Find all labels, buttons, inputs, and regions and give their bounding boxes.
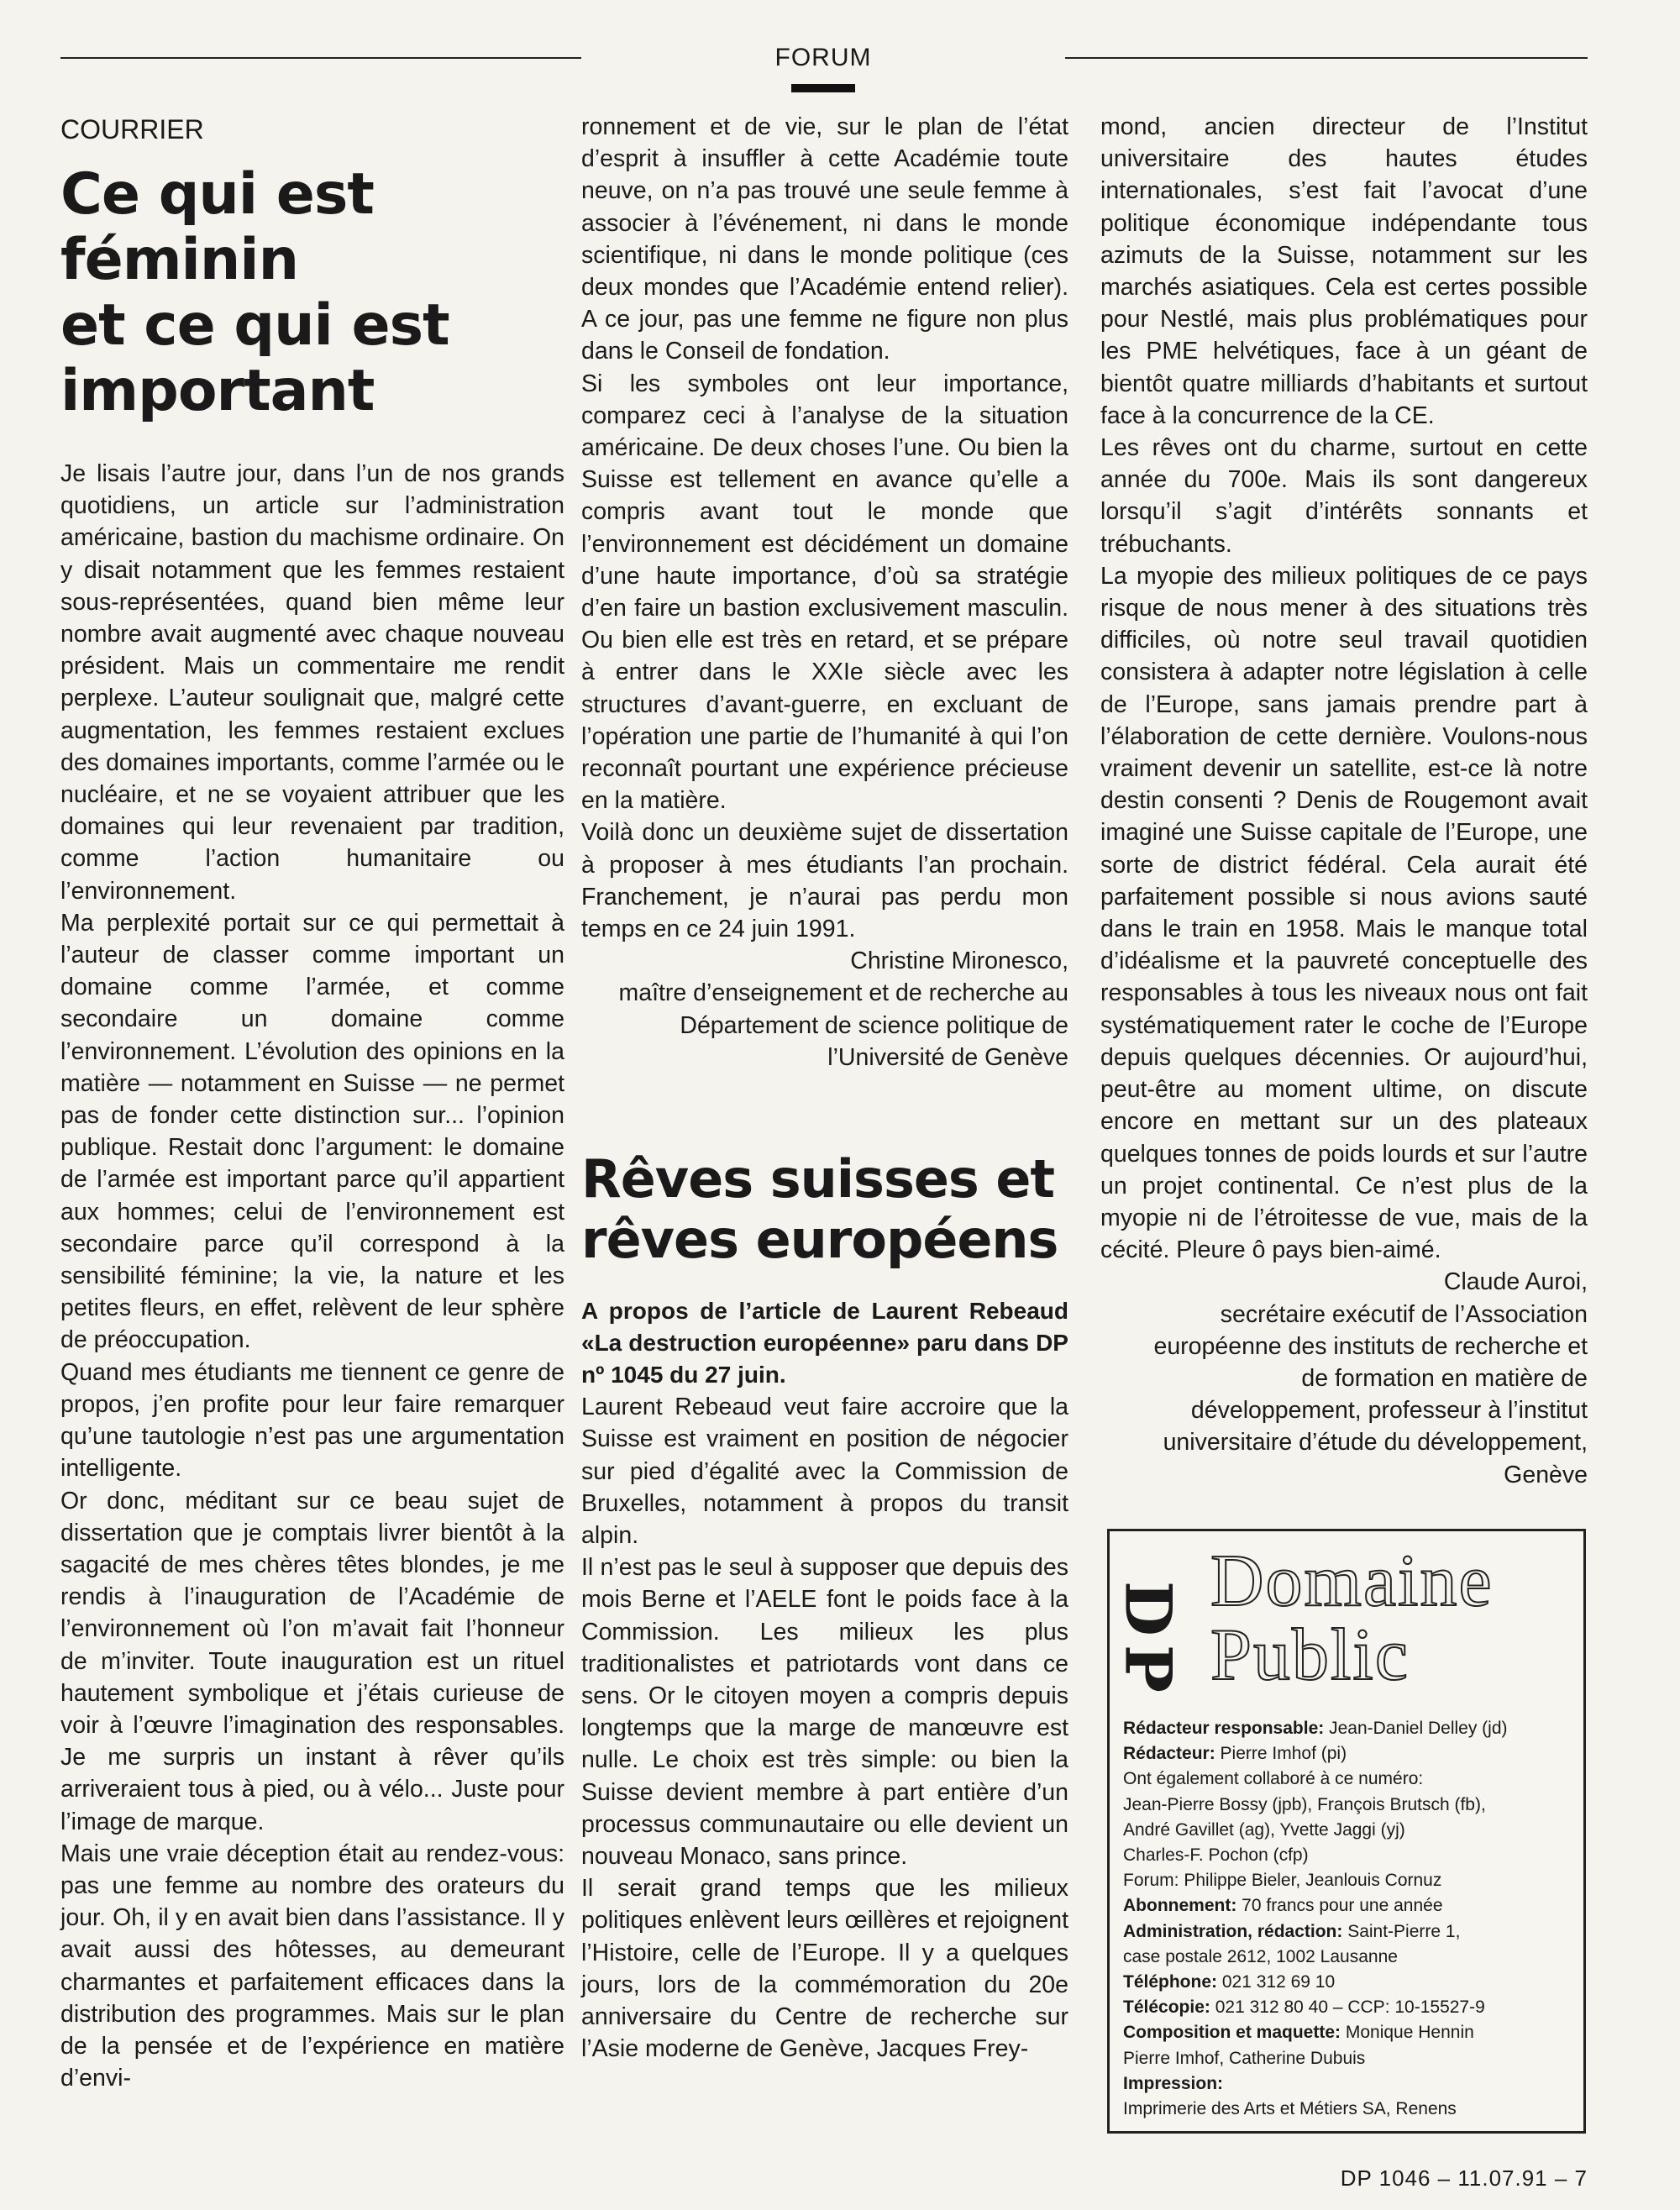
masthead-line-value: Saint-Pierre 1, bbox=[1342, 1921, 1461, 1941]
article-kicker: COURRIER bbox=[60, 114, 204, 144]
logo-dp-text: DP bbox=[1110, 1580, 1186, 1702]
paragraph: Si les symboles ont leur importance, comparez ceci à l’analyse de la situation américaine. De deux choses l’une. Ou bien la Suisse est tellement en avance qu’elle a compris avant tout le monde que l’environnement est décidément un domaine d’une haute importance, d’où sa stratégie d’en faire un bastion exclusivement masculin. Ou bien elle est très en retard, et se prépare à entrer dans le XXIe siècle avec les structures d’avant-guerre, en excluant de l’opération une partie de l’humanité à qui l’on reconnaît pourtant une expérience précieuse en la matière. bbox=[581, 370, 1068, 815]
masthead-line-value: 70 francs pour une année bbox=[1236, 1896, 1443, 1916]
masthead-box bbox=[1107, 1529, 1586, 2134]
masthead-line-value: case postale 2612, 1002 Lausanne bbox=[1123, 1946, 1398, 1966]
header-rule-left bbox=[60, 57, 581, 59]
masthead-line-value: Charles-F. Pochon (cfp) bbox=[1123, 1845, 1309, 1866]
masthead-line-value: André Gavillet (ag), Yvette Jaggi (yj) bbox=[1123, 1819, 1405, 1840]
masthead-credits bbox=[1123, 1716, 1570, 2122]
title-line: Ce qui est féminin bbox=[60, 161, 374, 293]
paragraph: Il serait grand temps que les milieux politiques enlèvent leurs œillères et rejoignent l’Histoire, celle de l’Europe. Il y a quelques jours, lors de la commémoration du 20e anniversaire du Centre de recherche sur l’Asie moderne de Genève, Jacques Frey- bbox=[581, 1875, 1068, 2063]
masthead-line bbox=[1123, 1793, 1570, 1818]
masthead-line bbox=[1123, 1818, 1570, 1843]
paragraph: Mais une vraie déception était au rendez-vous: pas une femme au nombre des orateurs du jour. Oh, il y en avait bien dans l’assistance. Il y avait aussi des hôtesses, au demeurant charmantes et parfaitement efficaces dans la distribution des programmes. Mais sur le plan de la pensée et de l’expérience en matière d’envi- bbox=[60, 1840, 564, 2092]
masthead-line-label: Rédacteur responsable: bbox=[1123, 1719, 1325, 1738]
article-2-title bbox=[581, 1149, 1068, 1270]
masthead-line-label: Abonnement: bbox=[1123, 1896, 1237, 1916]
masthead-line-label: Rédacteur: bbox=[1123, 1744, 1215, 1764]
masthead-line-value: 021 312 69 10 bbox=[1217, 1972, 1336, 1992]
column-1 bbox=[60, 111, 564, 2094]
masthead-line-value: Ont également collaboré à ce numéro: bbox=[1123, 1769, 1424, 1789]
paragraph: Je lisais l’autre jour, dans l’un de nos grands quotidiens, un article sur l’administration américaine, bastion du machisme ordinaire. On y disait notamment que les femmes restaient sous-représentées, quand bien même leur nombre avait augmenté avec chaque nouveau président. Mais un commentaire me rendit perplexe. L’auteur soulignait que, malgré cette augmentation, les femmes restaient exclues des domaines importants, comme l’armée ou le nucléaire, et ne se voyaient attribuer que les domaines qui leur revenaient par tradition, comme l’action humanitaire ou l’environnement. bbox=[60, 460, 564, 905]
masthead-line-label: Impression: bbox=[1123, 2073, 1224, 2093]
paragraph: Il n’est pas le seul à supposer que depuis des mois Berne et l’AELE font le poids face à la Commission. Les milieux les plus traditionalistes et patriotards vont dans ce sens. Or le citoyen moyen a compris depuis longtemps que la marge de manœuvre est nulle. Le choix est très simple: ou bien la Suisse devient membre à part entière d’un processus communautaire ou elle devient un nouveau Monaco, sans prince. bbox=[581, 1554, 1068, 1870]
logo-wordmark bbox=[1210, 1541, 1494, 1696]
logo-line: Public bbox=[1210, 1614, 1410, 1696]
article-2-lead: A propos de l’article de Laurent Rebeaud «La destruction européenne» paru dans DP nº 1045 du 27 juin. bbox=[581, 1298, 1068, 1388]
masthead-line-label: Administration, rédaction: bbox=[1123, 1921, 1343, 1941]
masthead-line bbox=[1123, 1843, 1570, 1868]
paragraph: La myopie des milieux politiques de ce pays risque de nous mener à des situations très difficiles, où notre seul travail quotidien consistera à adapter notre législation à celle de l’Europe, sans jamais prendre part à l’élaboration de cette dernière. Voulons-nous vraiment devenir un satellite, est-ce là notre destin consenti ? Denis de Rougemont avait imaginé une Suisse capitale de l’Europe, une sorte de district fédéral. Cela aurait été parfaitement possible si nous avions sauté dans le train en 1958. Mais le manque total d’idéalisme et la pauvreté conceptuelle des responsables à tous les niveaux nous ont fait systématiquement rater le coche de l’Europe depuis quelques décennies. Or aujourd’hui, peut-être au moment ultime, on discute encore en mettant sur un des plateaux quelques tonnes de poids lourds et sur l’autre un projet continental. Ce n’est plus de la myopie ni de l’étroitesse de vue, mais de la cécité. Pleure ô pays bien-aimé. bbox=[1100, 562, 1588, 1264]
section-marker bbox=[791, 84, 855, 92]
masthead-line-value: Jean-Pierre Bossy (jpb), François Brutsch (fb), bbox=[1123, 1794, 1486, 1814]
paragraph: Or donc, méditant sur ce beau sujet de dissertation que je comptais livrer bientôt à la sagacité de mes chères têtes blondes, je me rendis à l’inauguration de l’Académie de l’environnement où l’on m’avait fait l’honneur de m’inviter. Toute inauguration est un rituel hautement symbolique et j’étais curieuse de voir à l’œuvre l’imagination des responsables. Je me surpris un instant à rêver qu’ils arriveraient tous à pied, ou à vélo... Juste pour l’image de marque. bbox=[60, 1487, 564, 1835]
masthead-line-label: Téléphone: bbox=[1123, 1972, 1218, 1992]
masthead-line-value: Pierre Imhof, Catherine Dubuis bbox=[1123, 2048, 1366, 2068]
paragraph: Quand mes étudiants me tiennent ce genre de propos, j’en profite pour leur faire remarquer qu’une tautologie n’est pas une argumentation intelligente. bbox=[60, 1358, 564, 1483]
column-3 bbox=[1100, 111, 1588, 1491]
masthead-line bbox=[1123, 2071, 1570, 2097]
title-line: important bbox=[60, 358, 375, 424]
page-footer: DP 1046 – 11.07.91 – 7 bbox=[1340, 2165, 1588, 2191]
article-1-title bbox=[60, 162, 564, 424]
title-line: Rêves suisses et bbox=[581, 1148, 1055, 1210]
masthead-line-value: 021 312 80 40 – CCP: 10-15527-9 bbox=[1210, 1997, 1485, 2018]
masthead-line-value: Jean-Daniel Delley (jd) bbox=[1324, 1719, 1508, 1738]
masthead-line bbox=[1123, 2097, 1570, 2122]
paragraph: Ma perplexité portait sur ce qui permettait à l’auteur de classer comme important un domaine comme l’armée, et comme secondaire un domaine comme l’environnement. L’évolution des opinions en la matière — notamment en Suisse — ne permet pas de fonder cette distinction sur... l’opinion publique. Restait donc l’argument: le domaine de l’armée est important parce qu’il appartient aux hommes; celui de l’environnement est secondaire parce qu’il correspond à la sensibilité féminine; la vie, la nature et les petites fleurs, en effet, relèvent de leur sphère de préoccupation. bbox=[60, 909, 564, 1354]
logo-line: Domaine bbox=[1210, 1541, 1494, 1622]
paragraph: Laurent Rebeaud veut faire accroire que la Suisse est vraiment en position de négocier sur pied d’égalité avec la Commission de Bruxelles, notamment à propos du transit alpin. bbox=[581, 1394, 1068, 1549]
masthead-line bbox=[1123, 2046, 1570, 2071]
logo-dp-letters bbox=[1110, 1562, 1186, 1702]
section-label: FORUM bbox=[774, 44, 872, 71]
masthead-line bbox=[1123, 1995, 1570, 2020]
paragraph: mond, ancien directeur de l’Institut universitaire des hautes études internationales, s’est fait l’avocat d’une politique économique indépendante tous azimuts de la Suisse, notamment sur les marchés asiatiques. Cela est certes possible pour Nestlé, mais plus problématiques pour les PME helvétiques, face à un géant de bientôt quatre milliards d’habitants et surtout face à la concurrence de la CE. bbox=[1100, 113, 1588, 429]
column-2 bbox=[581, 111, 1068, 2065]
title-line: et ce qui est bbox=[60, 292, 449, 359]
masthead-line bbox=[1123, 1741, 1570, 1766]
masthead-line-value: Monique Hennin bbox=[1341, 2023, 1474, 2043]
masthead-line-value: Imprimerie des Arts et Métiers SA, Renens bbox=[1123, 2099, 1457, 2119]
paragraph: Voilà donc un deuxième sujet de dissertation à proposer à mes étudiants l’an prochain. Franchement, je n’aurai pas perdu mon temps en ce 24 juin 1991. bbox=[581, 819, 1068, 943]
publication-logo bbox=[1110, 1541, 1570, 1704]
masthead-line-value: Forum: Philippe Bieler, Jeanlouis Cornuz bbox=[1123, 1871, 1442, 1891]
masthead-line-label: Composition et maquette: bbox=[1123, 2023, 1341, 2043]
masthead-line bbox=[1123, 1868, 1570, 1893]
masthead-line bbox=[1123, 1919, 1570, 1945]
masthead-line-label: Télécopie: bbox=[1123, 1997, 1210, 2018]
masthead-line bbox=[1123, 1945, 1570, 1970]
masthead-line-value: Pierre Imhof (pi) bbox=[1215, 1744, 1347, 1764]
paragraph: Les rêves ont du charme, surtout en cette année du 700e. Mais ils sont dangereux lorsqu’il s’agit d’intérêts sonnants et trébuchants. bbox=[1100, 434, 1588, 558]
header-rule-right bbox=[1065, 57, 1588, 59]
article-1-signature-detail: maître d’enseignement et de recherche au Département de science politique de l’Université de Genève bbox=[618, 979, 1068, 1071]
masthead-line bbox=[1123, 1970, 1570, 1995]
article-1-signature: Christine Mironesco, bbox=[850, 948, 1068, 975]
article-2-signature-detail: secrétaire exécutif de l’Association européenne des instituts de recherche et de formation en matière de développement, professeur à l’institut universitaire d’étude du développement, Genève bbox=[1153, 1300, 1588, 1488]
masthead-line bbox=[1123, 1893, 1570, 1919]
title-line: rêves européens bbox=[581, 1209, 1058, 1271]
paragraph: ronnement et de vie, sur le plan de l’état d’esprit à insuffler à cette Académie toute neuve, on n’a pas trouvé une seule femme à associer à l’événement, ni dans le monde scientifique, ni dans le monde politique (ces deux mondes que l’Académie entend relier). A ce jour, pas une femme ne figure non plus dans le Conseil de fondation. bbox=[581, 113, 1068, 365]
masthead-line bbox=[1123, 1716, 1570, 1741]
article-2-signature: Claude Auroi, bbox=[1443, 1268, 1588, 1296]
masthead-line bbox=[1123, 2020, 1570, 2045]
masthead-line bbox=[1123, 1766, 1570, 1792]
